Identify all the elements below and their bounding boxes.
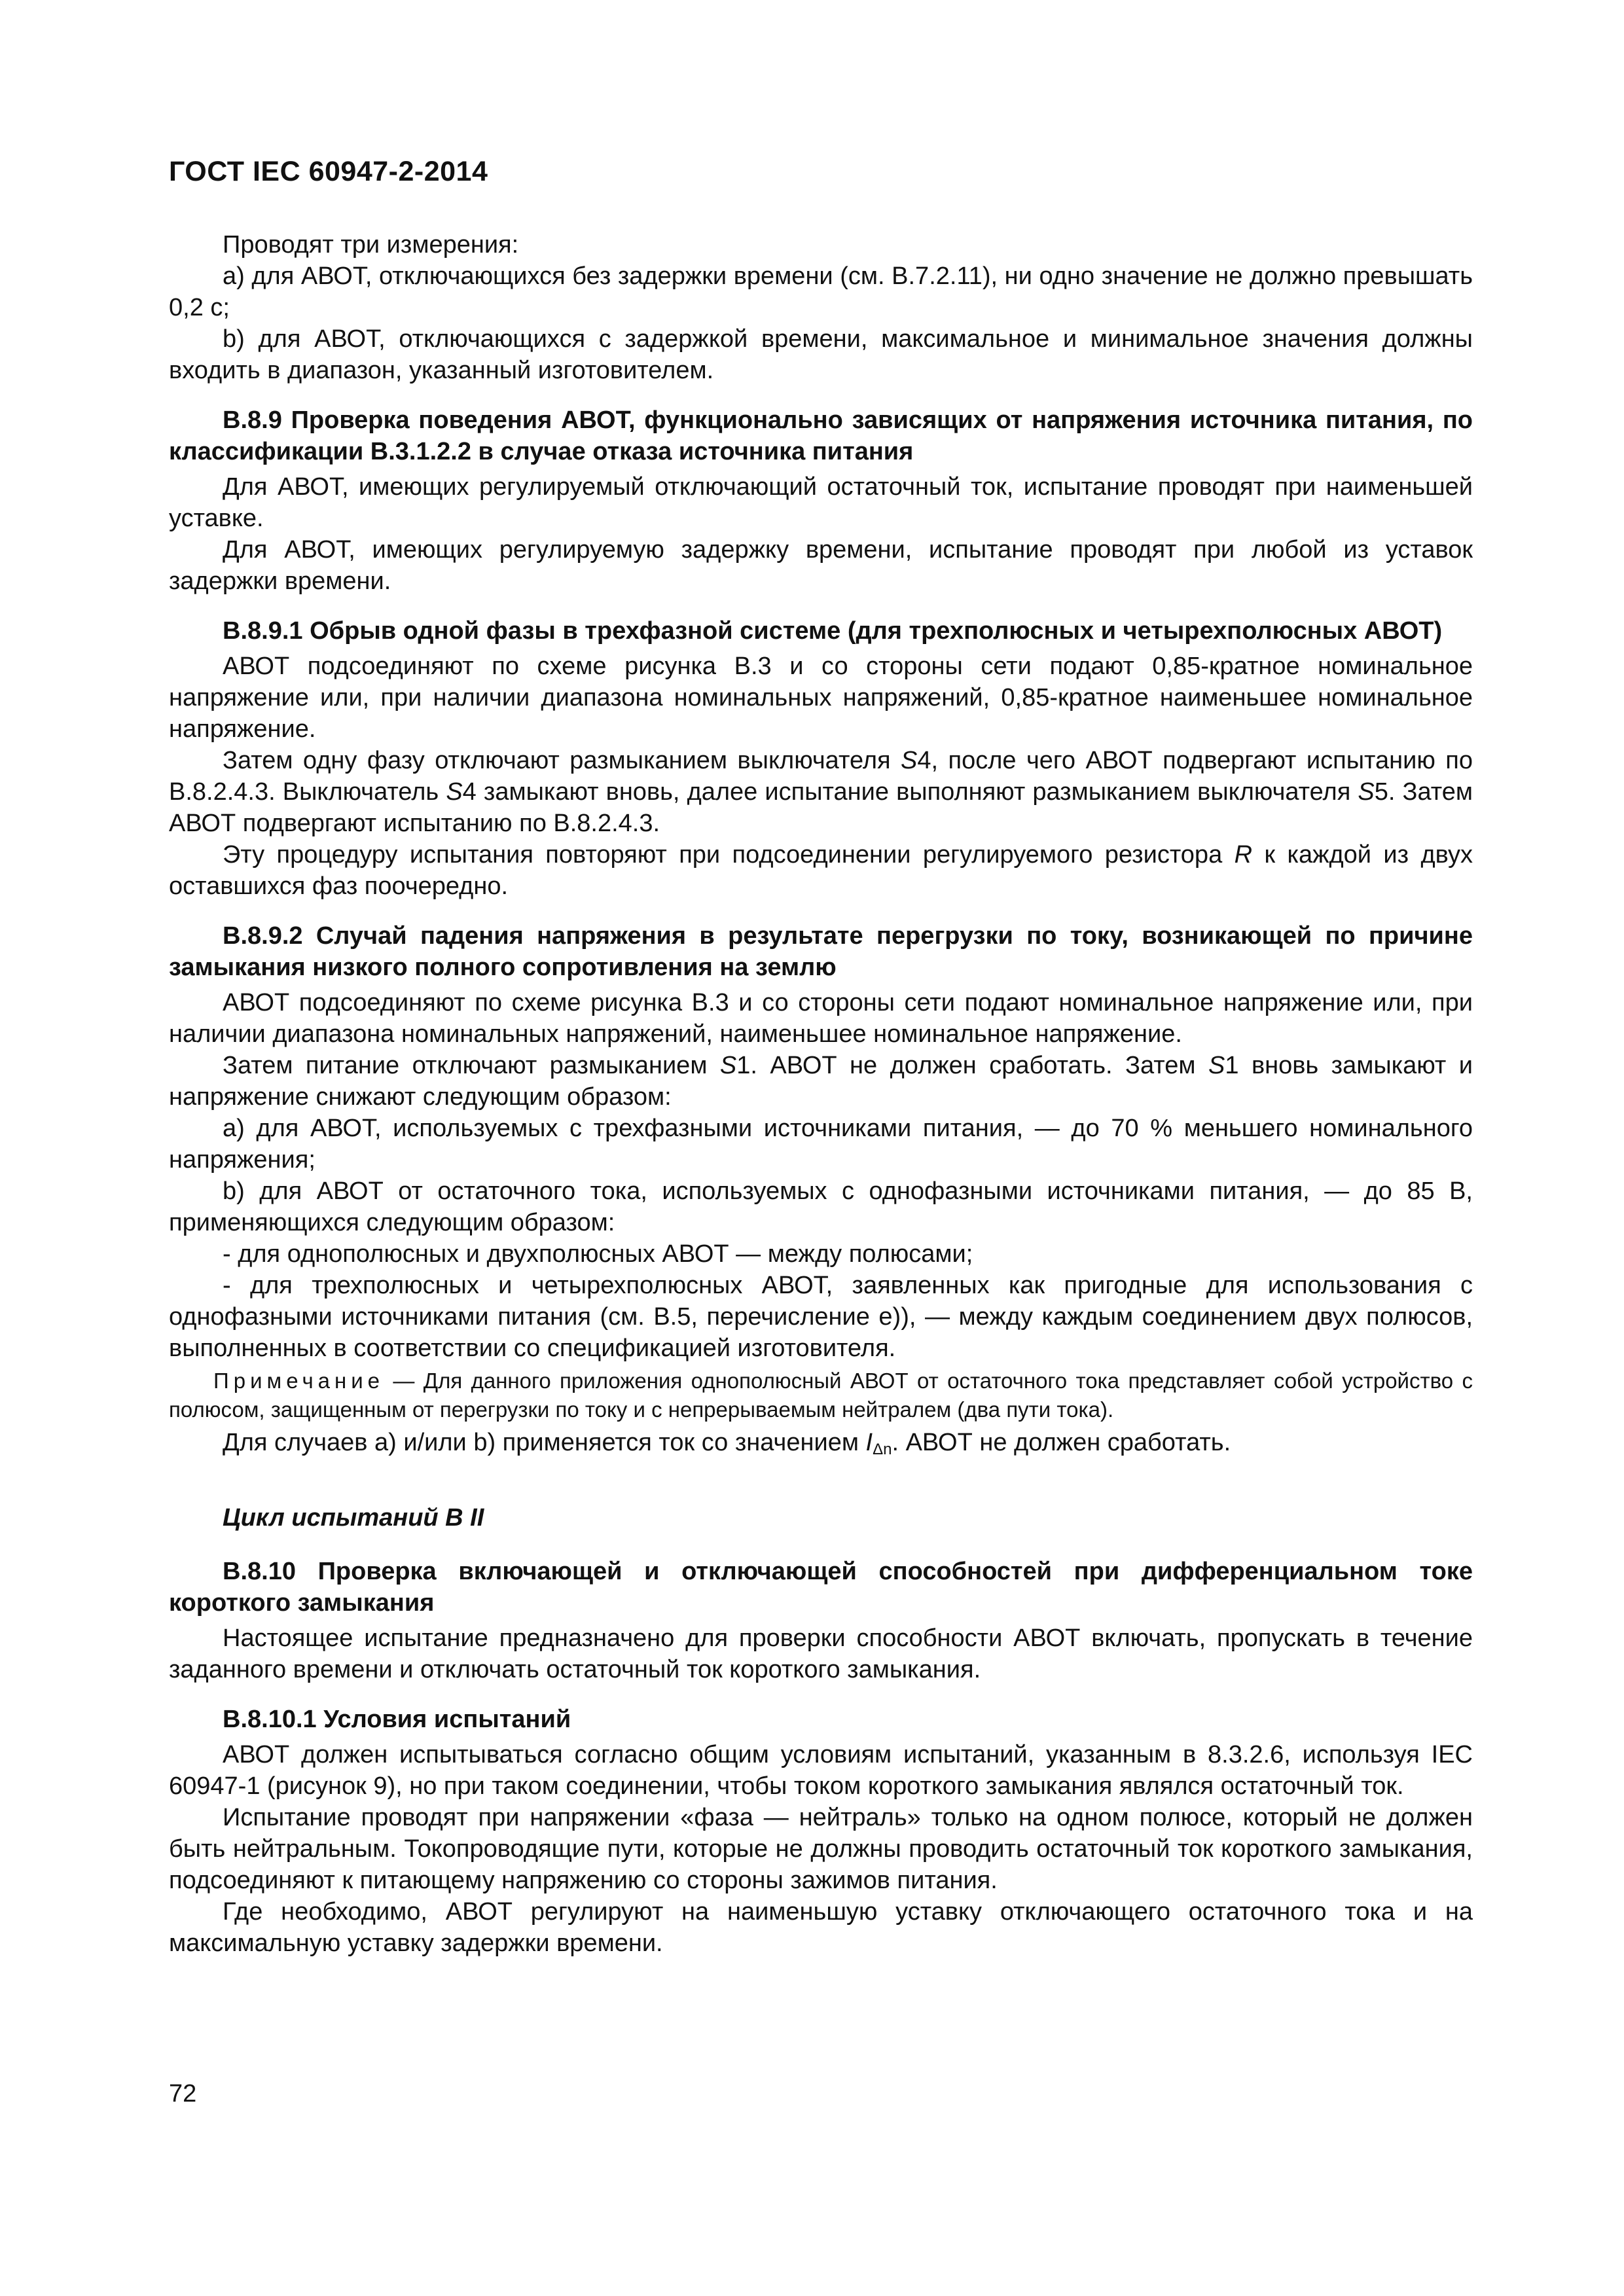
paragraph: Для АВОТ, имеющих регулируемый отключающий остаточный ток, испытание проводят при наименьшей уставке. [169,473,1473,532]
note-label: Примечание [213,1369,385,1393]
paragraph: Эту процедуру испытания повторяют при подсоединении регулируемого резистора R к каждой из двух оставшихся фаз поочередно. [169,841,1473,900]
paragraph: АВОТ подсоединяют по схеме рисунка В.3 и со стороны сети подают 0,85-кратное номинальное напряжение или, при наличии диапазона номинальных напряжений, 0,85-кратное наименьшее номинальное напряжение. [169,653,1473,743]
section-heading-b8101: В.8.10.1 Условия испытаний [223,1706,571,1733]
paragraph: АВОТ подсоединяют по схеме рисунка В.3 и со стороны сети подают номинальное напряжение или, при наличии диапазона номинальных напряжений, наименьшее номинальное напряжение. [169,989,1473,1048]
list-item: - для трехполюсных и четырехполюсных АВОТ, заявленных как пригодные для использования с однофазными источниками питания (см. В.5, перечисление е)), — между каждым соединением двух полюсов, выполненных в соответствии со спецификацией изготовителя. [169,1272,1473,1362]
document-body [169,229,1473,1959]
paragraph: Испытание проводят при напряжении «фаза — нейтраль» только на одном полюсе, который не должен быть нейтральным. Токопроводящие пути, которые не должны проводить остаточный ток короткого замыкания, подсоединяют к питающему напряжению со стороны зажимов питания. [169,1804,1473,1894]
paragraph: Для АВОТ, имеющих регулируемую задержку времени, испытание проводят при любой из уставок задержки времени. [169,536,1473,595]
paragraph: Где необходимо, АВОТ регулируют на наименьшую уставку отключающего остаточного тока и на максимальную уставку задержки времени. [169,1898,1473,1957]
paragraph: Проводят три измерения: [223,231,519,259]
document-header: ГОСТ IEC 60947-2-2014 [169,156,488,187]
cycle-title: Цикл испытаний В II [223,1504,484,1532]
section-heading-b89: В.8.9 Проверка поведения АВОТ, функционально зависящих от напряжения источника питания, по классификации В.3.1.2.2 в случае отказа источника питания [169,406,1473,465]
note: Примечание — Для данного приложения однополюсный АВОТ от остаточного тока представляет собой устройство с полюсом, защищенным от перегрузки по току и с непрерываемым нейтралем (два пути тока). [169,1369,1473,1422]
list-item: b) для АВОТ от остаточного тока, используемых с однофазными источниками питания, — до 85 В, применяющихся следующим образом: [169,1177,1473,1236]
list-item: a) для АВОТ, отключающихся без задержки времени (см. В.7.2.11), ни одно значение не должно превышать 0,2 с; [169,262,1473,321]
paragraph: Для случаев a) и/или b) применяется ток со значением $I_{\Delta n}$. АВОТ не должен сработать. [223,1429,1231,1458]
section-heading-b810: В.8.10 Проверка включающей и отключающей способностей при дифференциальном токе короткого замыкания [169,1558,1473,1617]
list-item: b) для АВОТ, отключающихся с задержкой времени, максимальное и минимальное значения должны входить в диапазон, указанный изготовителем. [169,325,1473,384]
paragraph: Затем питание отключают размыканием S1. АВОТ не должен сработать. Затем S1 вновь замыкают и напряжение снижают следующим образом: [169,1052,1473,1111]
section-heading-b891: В.8.9.1 Обрыв одной фазы в трехфазной системе (для трехполюсных и четырехполюсных АВОТ) [223,617,1443,645]
list-item: - для однополюсных и двухполюсных АВОТ — между полюсами; [223,1240,973,1268]
list-item: a) для АВОТ, используемых с трехфазными источниками питания, — до 70 % меньшего номинального напряжения; [169,1115,1473,1174]
section-heading-b892: В.8.9.2 Случай падения напряжения в результате перегрузки по току, возникающей по причине замыкания низкого полного сопротивления на землю [169,922,1473,981]
paragraph: Затем одну фазу отключают размыканием выключателя S4, после чего АВОТ подвергают испытанию по В.8.2.4.3. Выключатель S4 замыкают вновь, далее испытание выполняют размыканием выключателя S5. Затем АВОТ подвергают испытанию по В.8.2.4.3. [169,747,1473,837]
paragraph: Настоящее испытание предназначено для проверки способности АВОТ включать, пропускать в течение заданного времени и отключать остаточный ток короткого замыкания. [169,1624,1473,1683]
paragraph: АВОТ должен испытываться согласно общим условиям испытаний, указанным в 8.3.2.6, используя IEC 60947-1 (рисунок 9), но при таком соединении, чтобы током короткого замыкания являлся остаточный ток. [169,1741,1473,1800]
page-number: 72 [169,2080,197,2108]
